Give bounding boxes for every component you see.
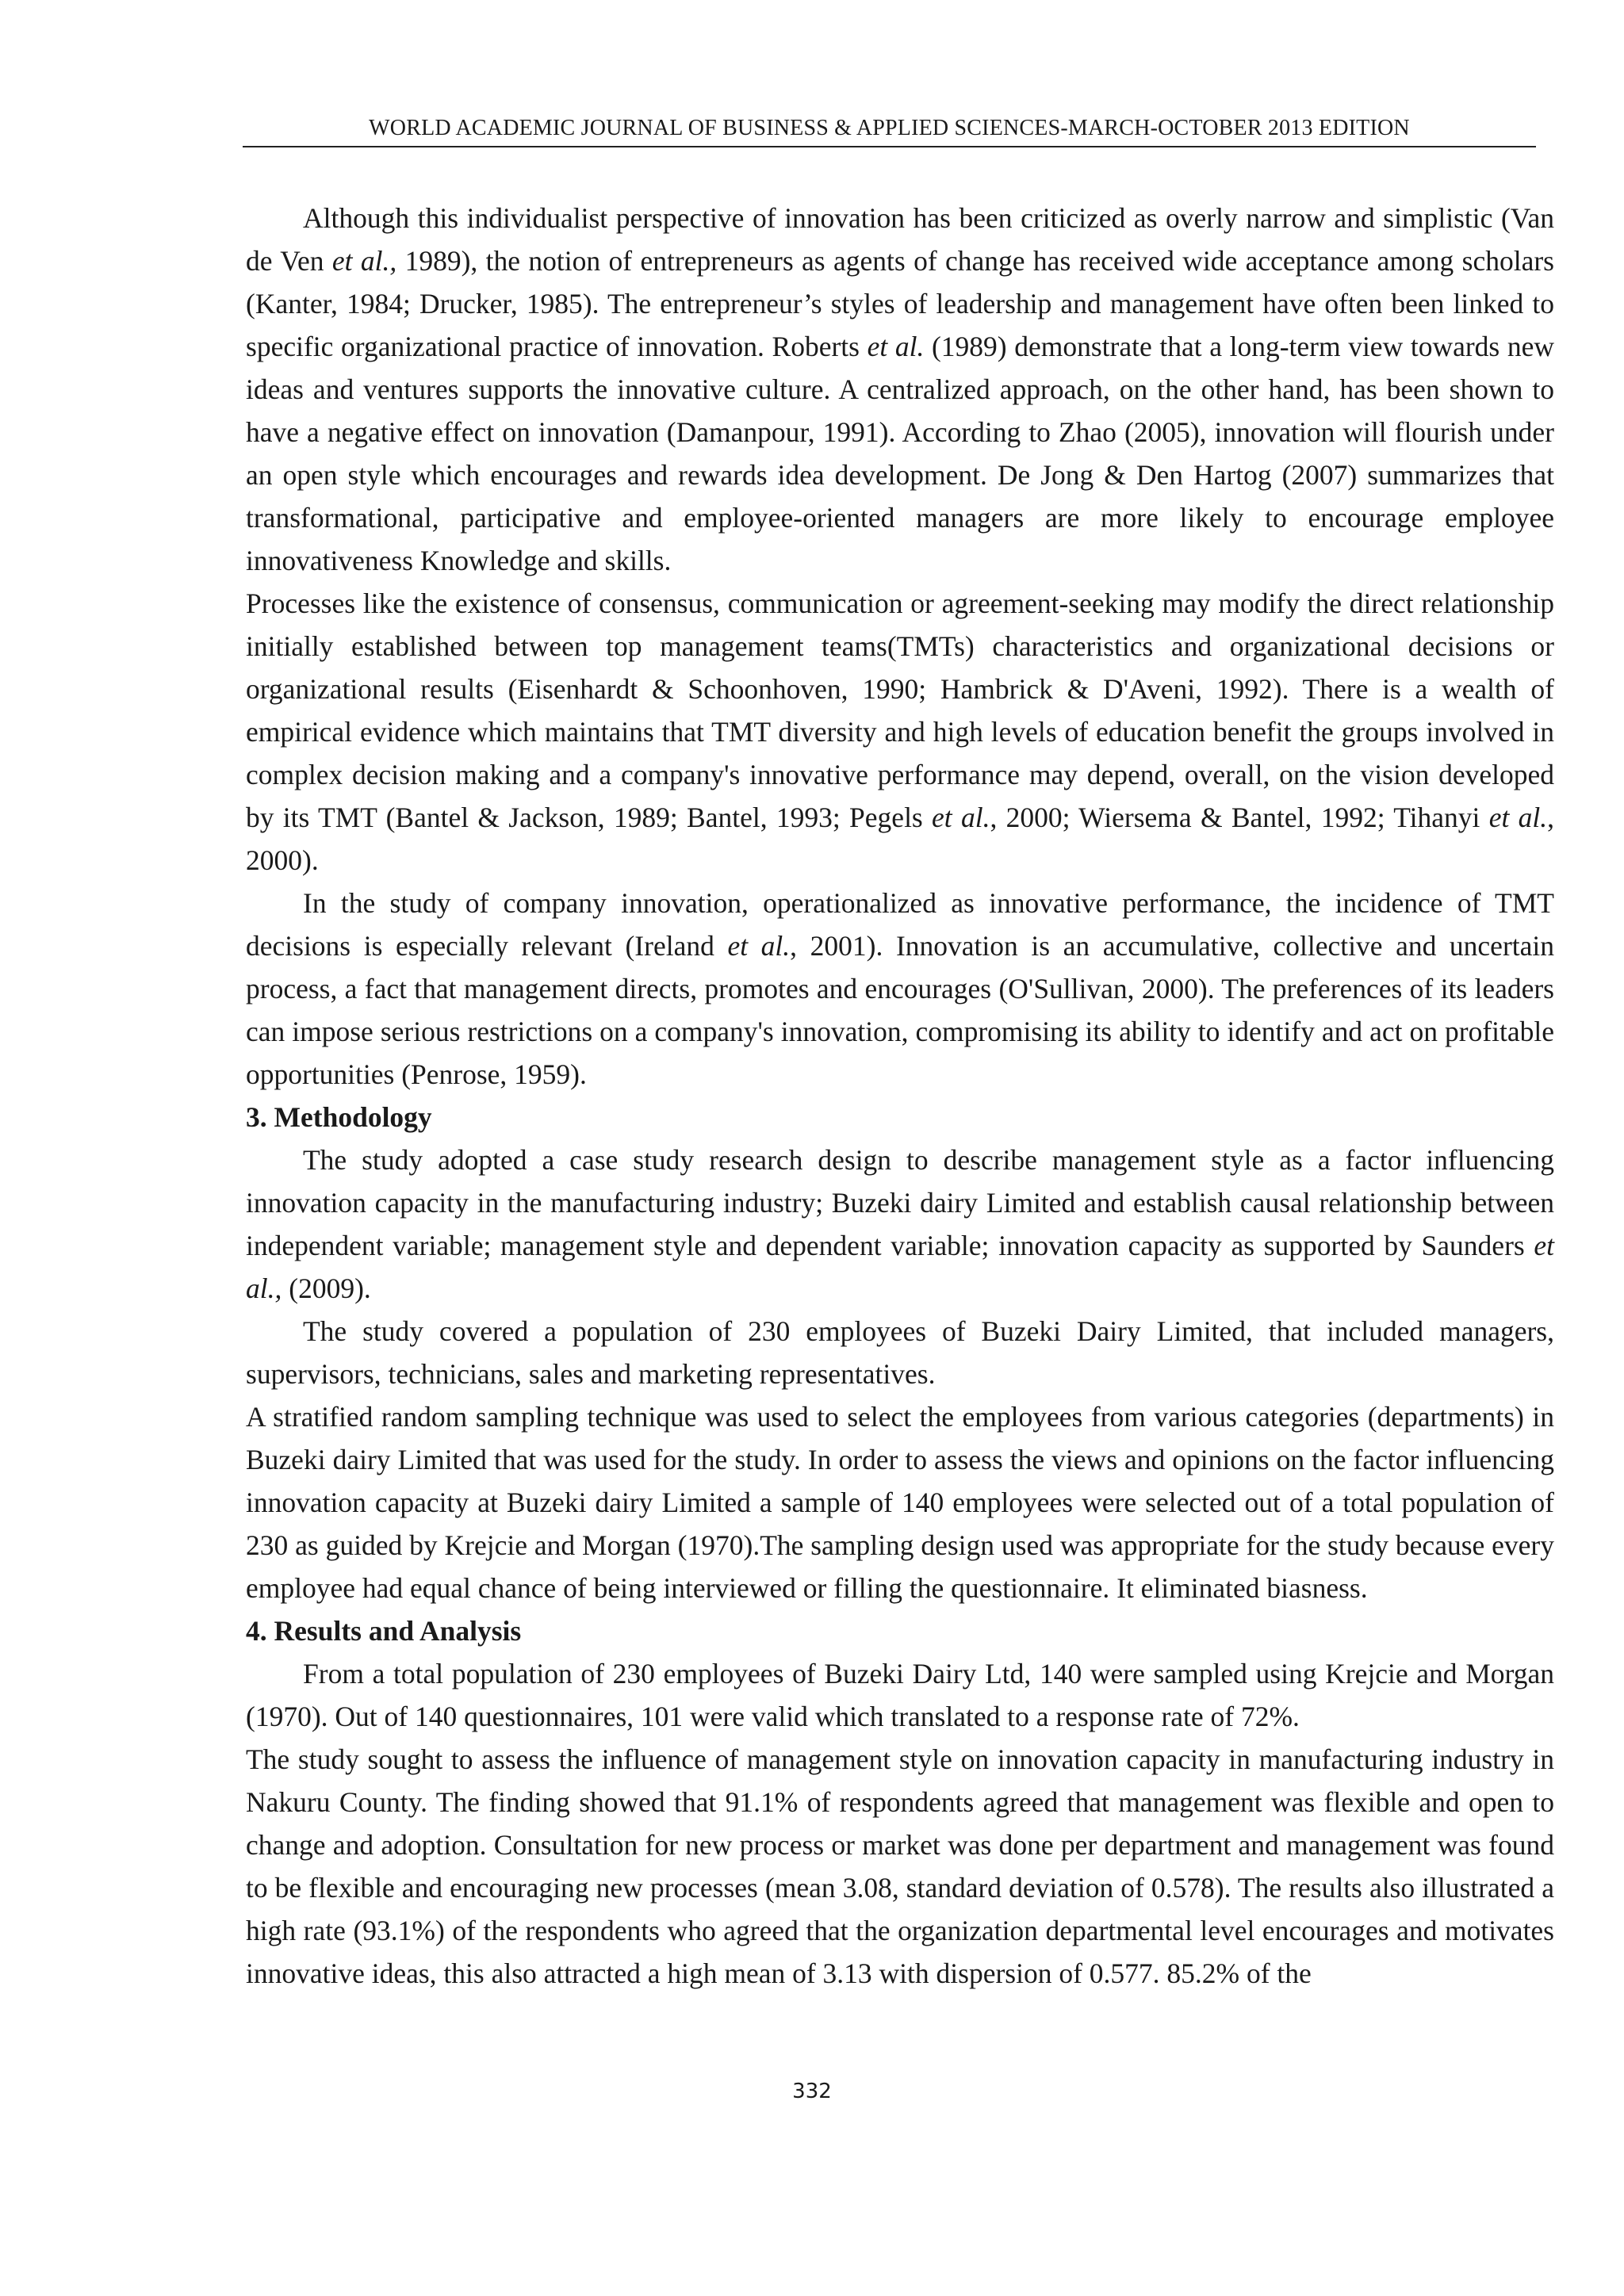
paragraph-findings: The study sought to assess the influence of management style on innovation capacity in manufacturing industry in Nakuru County. The finding showed that 91.1% of respondents agreed that management was flexible and open to change and adoption. Consultation for new process or market was done per department and management was found to be flexible and encouraging new processes (mean 3.08, standard deviation of 0.578). The results also illustrated a high rate (93.1%) of the respondents who agreed that the organization departmental level encourages and motivates innovative ideas, this also attracted a high mean of 3.13 with dispersion of 0.577. 85.2% of the — [246, 1743, 1554, 1989]
text-run: The study adopted a case study research design to describe management style as a factor influencing innovation capacity in the manufacturing industry; Buzeki dairy Limited and establish causal relationship between independent variable; management style and dependent variable; innovation capacity as supported by Saunders — [246, 1144, 1554, 1261]
paragraph-research-design — [246, 1138, 1554, 1310]
paragraph-sampling: A stratified random sampling technique was used to select the employees from various categories (departments) in Buzeki dairy Limited that was used for the study. In order to assess the views and opinions on the factor influencing innovation capacity at Buzeki dairy Limited a sample of 140 employees were selected out of a total population of 230 as guided by Krejcie and Morgan (1970).The sampling design used was appropriate for the study because every employee had equal chance of being interviewed or filling the questionnaire. It eliminated biasness. — [246, 1401, 1554, 1604]
text-run: , 2001). Innovation is an accumulative, collective and uncertain process, a fact that management directs, promotes and encourages (O'Sullivan, 2000). The preferences of its leaders can impose serious restrictions on a company's innovation, compromising its ability to identify and act on profitable opportunities (Penrose, 1959). — [246, 930, 1554, 1090]
paragraph-leadership-innovation — [246, 197, 1554, 582]
citation-et-al: et al. — [867, 331, 925, 362]
citation-et-al: et al. — [727, 930, 791, 962]
text-run: Although this individualist perspective of innovation has been criticized as overly narrow and simplistic (Van de Ven — [246, 202, 1554, 277]
text-run: In the study of company innovation, operationalized as innovative performance, the incidence of TMT decisions is especially relevant (Ireland — [246, 887, 1554, 962]
text-run: (2009). — [282, 1272, 371, 1304]
paragraph-tmt-processes — [246, 582, 1554, 882]
text-run: (1989) demonstrate that a long-term view towards new ideas and ventures supports the innovative culture. A centralized approach, on the other hand, has been shown to have a negative effect on innovation (Damanpour, 1991). According to Zhao (2005), innovation will flourish under an open style which encourages and rewards idea development. De Jong & Den Hartog (2007) summarizes that transformational, participative and employee-oriented managers are more likely to encourage employee innovativeness Knowledge and skills. — [246, 331, 1554, 576]
paragraph-population: The study covered a population of 230 employees of Buzeki Dairy Limited, that included managers, supervisors, technicians, sales and marketing representatives. — [246, 1315, 1554, 1390]
text-run: , 2000; Wiersema & Bantel, 1992; Tihanyi — [990, 802, 1489, 833]
citation-et-al: et al., — [331, 245, 397, 277]
article-body — [246, 197, 1554, 1995]
paragraph-response-rate: From a total population of 230 employees of Buzeki Dairy Ltd, 140 were sampled using Krejcie and Morgan (1970). Out of 140 questionnaires, 101 were valid which translated to a response rate of 72%. — [246, 1658, 1554, 1732]
section-heading-methodology: 3. Methodology — [246, 1101, 432, 1133]
running-header: WORLD ACADEMIC JOURNAL OF BUSINESS & APPLIED SCIENCES-MARCH-OCTOBER 2013 EDITION — [243, 113, 1536, 147]
citation-et-al: et al. — [1488, 802, 1548, 833]
text-run: Processes like the existence of consensus, communication or agreement-seeking may modify the direct relationship initially established between top management teams(TMTs) characteristics and organizational decisions or organizational results (Eisenhardt & Schoonhoven, 1990; Hambrick & D'Aveni, 1992). There is a wealth of empirical evidence which maintains that TMT diversity and high levels of education benefit the groups involved in complex decision making and a company's innovative performance may depend, overall, on the vision developed by its TMT (Bantel & Jackson, 1989; Bantel, 1993; Pegels — [246, 587, 1554, 833]
citation-et-al: et al., — [246, 1230, 1554, 1304]
text-run: , 2000). — [246, 802, 1554, 876]
section-heading-results: 4. Results and Analysis — [246, 1615, 522, 1647]
page-number: 332 — [792, 2080, 832, 2103]
paragraph-company-innovation — [246, 882, 1554, 1096]
text-run: 1989), the notion of entrepreneurs as agents of change has received wide acceptance among scholars (Kanter, 1984; Drucker, 1985). The entrepreneur’s styles of leadership and management have often been linked to specific organizational practice of innovation. Roberts — [246, 245, 1554, 362]
citation-et-al: et al. — [932, 802, 990, 833]
